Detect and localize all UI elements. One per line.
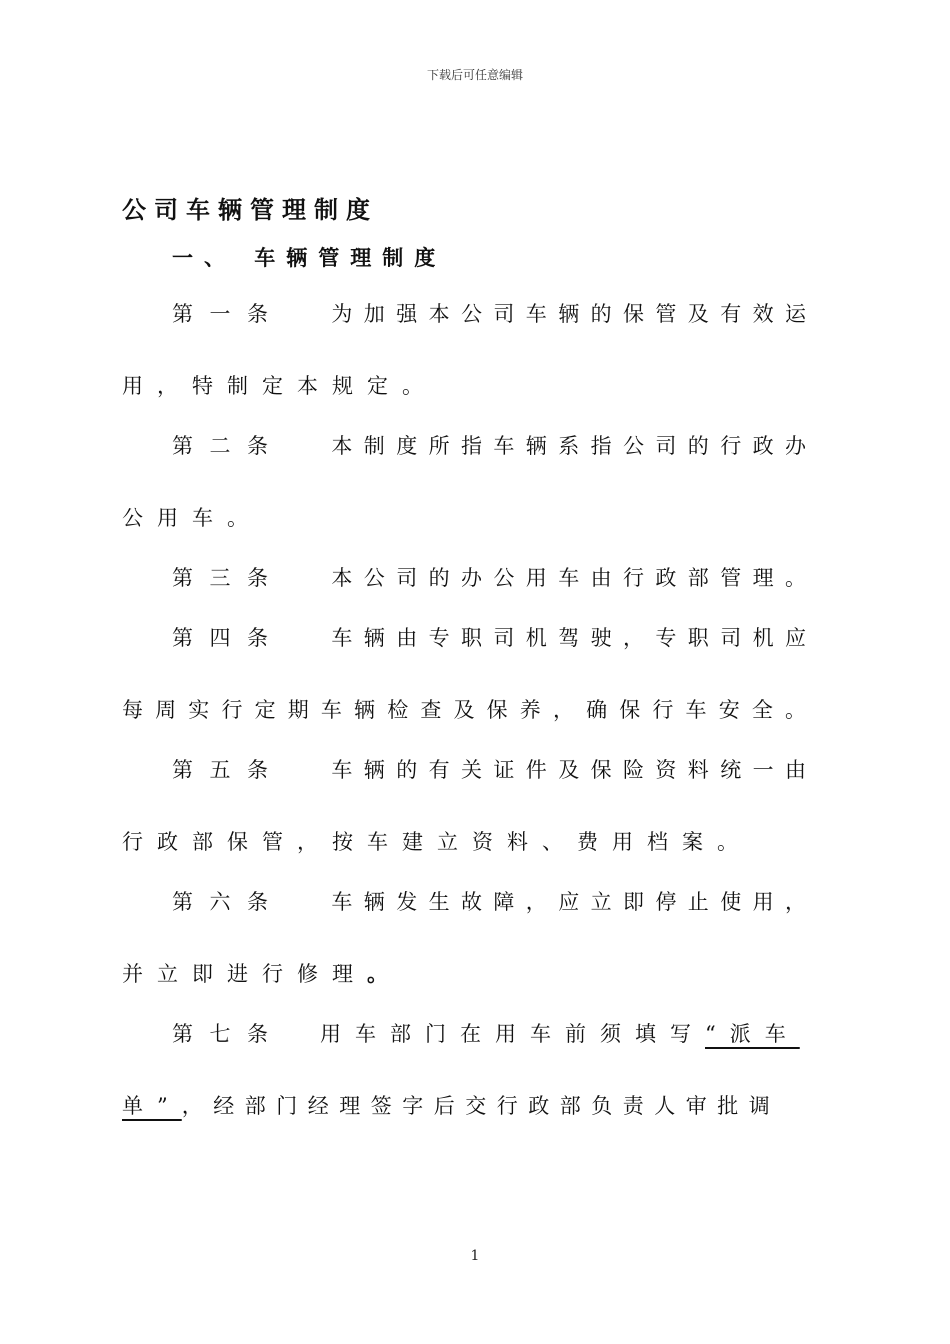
article-4-label: 第四条	[172, 626, 268, 650]
article-4-line-1	[172, 624, 806, 652]
article-3-text: 本公司的办公用车由行政部管理。	[320, 566, 806, 590]
article-6-line-1	[172, 888, 806, 916]
section-heading: 一、 车辆管理制度	[172, 245, 447, 270]
article-2-line-1	[172, 432, 806, 460]
article-5-text: 车辆的有关证件及保险资料统一由	[320, 758, 806, 782]
article-7-line-1	[172, 1020, 800, 1048]
article-6-label: 第六条	[172, 890, 268, 914]
article-7-label: 第七条	[172, 1022, 268, 1046]
page-header-note: 下载后可任意编辑	[426, 68, 523, 82]
article-2-line-2: 公用车。	[122, 506, 262, 530]
article-4-line-2: 每周实行定期车辆检查及保养，确保行车安全。	[122, 698, 806, 722]
article-5-line-2: 行政部保管，按车建立资料、费用档案。	[122, 830, 752, 854]
article-5-label: 第五条	[172, 758, 268, 782]
article-2-text: 本制度所指车辆系指公司的行政办	[320, 434, 806, 458]
article-7-line-2	[122, 1092, 806, 1120]
article-7-cont: ，经部门经理签字后交行政部负责人审批调	[181, 1094, 781, 1118]
article-2-label: 第二条	[172, 434, 268, 458]
article-1-line-2: 用，特制定本规定。	[122, 374, 437, 398]
article-6-cont-end: 。	[367, 961, 388, 986]
article-3-line-1	[172, 564, 806, 592]
article-1-label: 第一条	[172, 302, 268, 326]
article-5-line-1	[172, 756, 806, 784]
article-6-cont: 并立即进行修理	[122, 962, 367, 986]
article-6-text: 车辆发生故障，应立即停止使用，	[320, 890, 806, 914]
article-1-text: 为加强本公司车辆的保管及有效运	[320, 302, 806, 326]
article-6-line-2	[122, 960, 388, 988]
page-number: 1	[470, 1248, 480, 1264]
article-4-text: 车辆由专职司机驾驶，专职司机应	[320, 626, 806, 650]
article-1-line-1	[172, 300, 806, 328]
article-3-label: 第三条	[172, 566, 268, 590]
article-7-text-underlined: “派车	[705, 1022, 800, 1046]
article-7-cont-underlined: 单”	[122, 1094, 182, 1118]
document-title: 公司车辆管理制度	[122, 195, 378, 224]
article-7-text: 用车部门在用车前须填写	[320, 1022, 705, 1046]
